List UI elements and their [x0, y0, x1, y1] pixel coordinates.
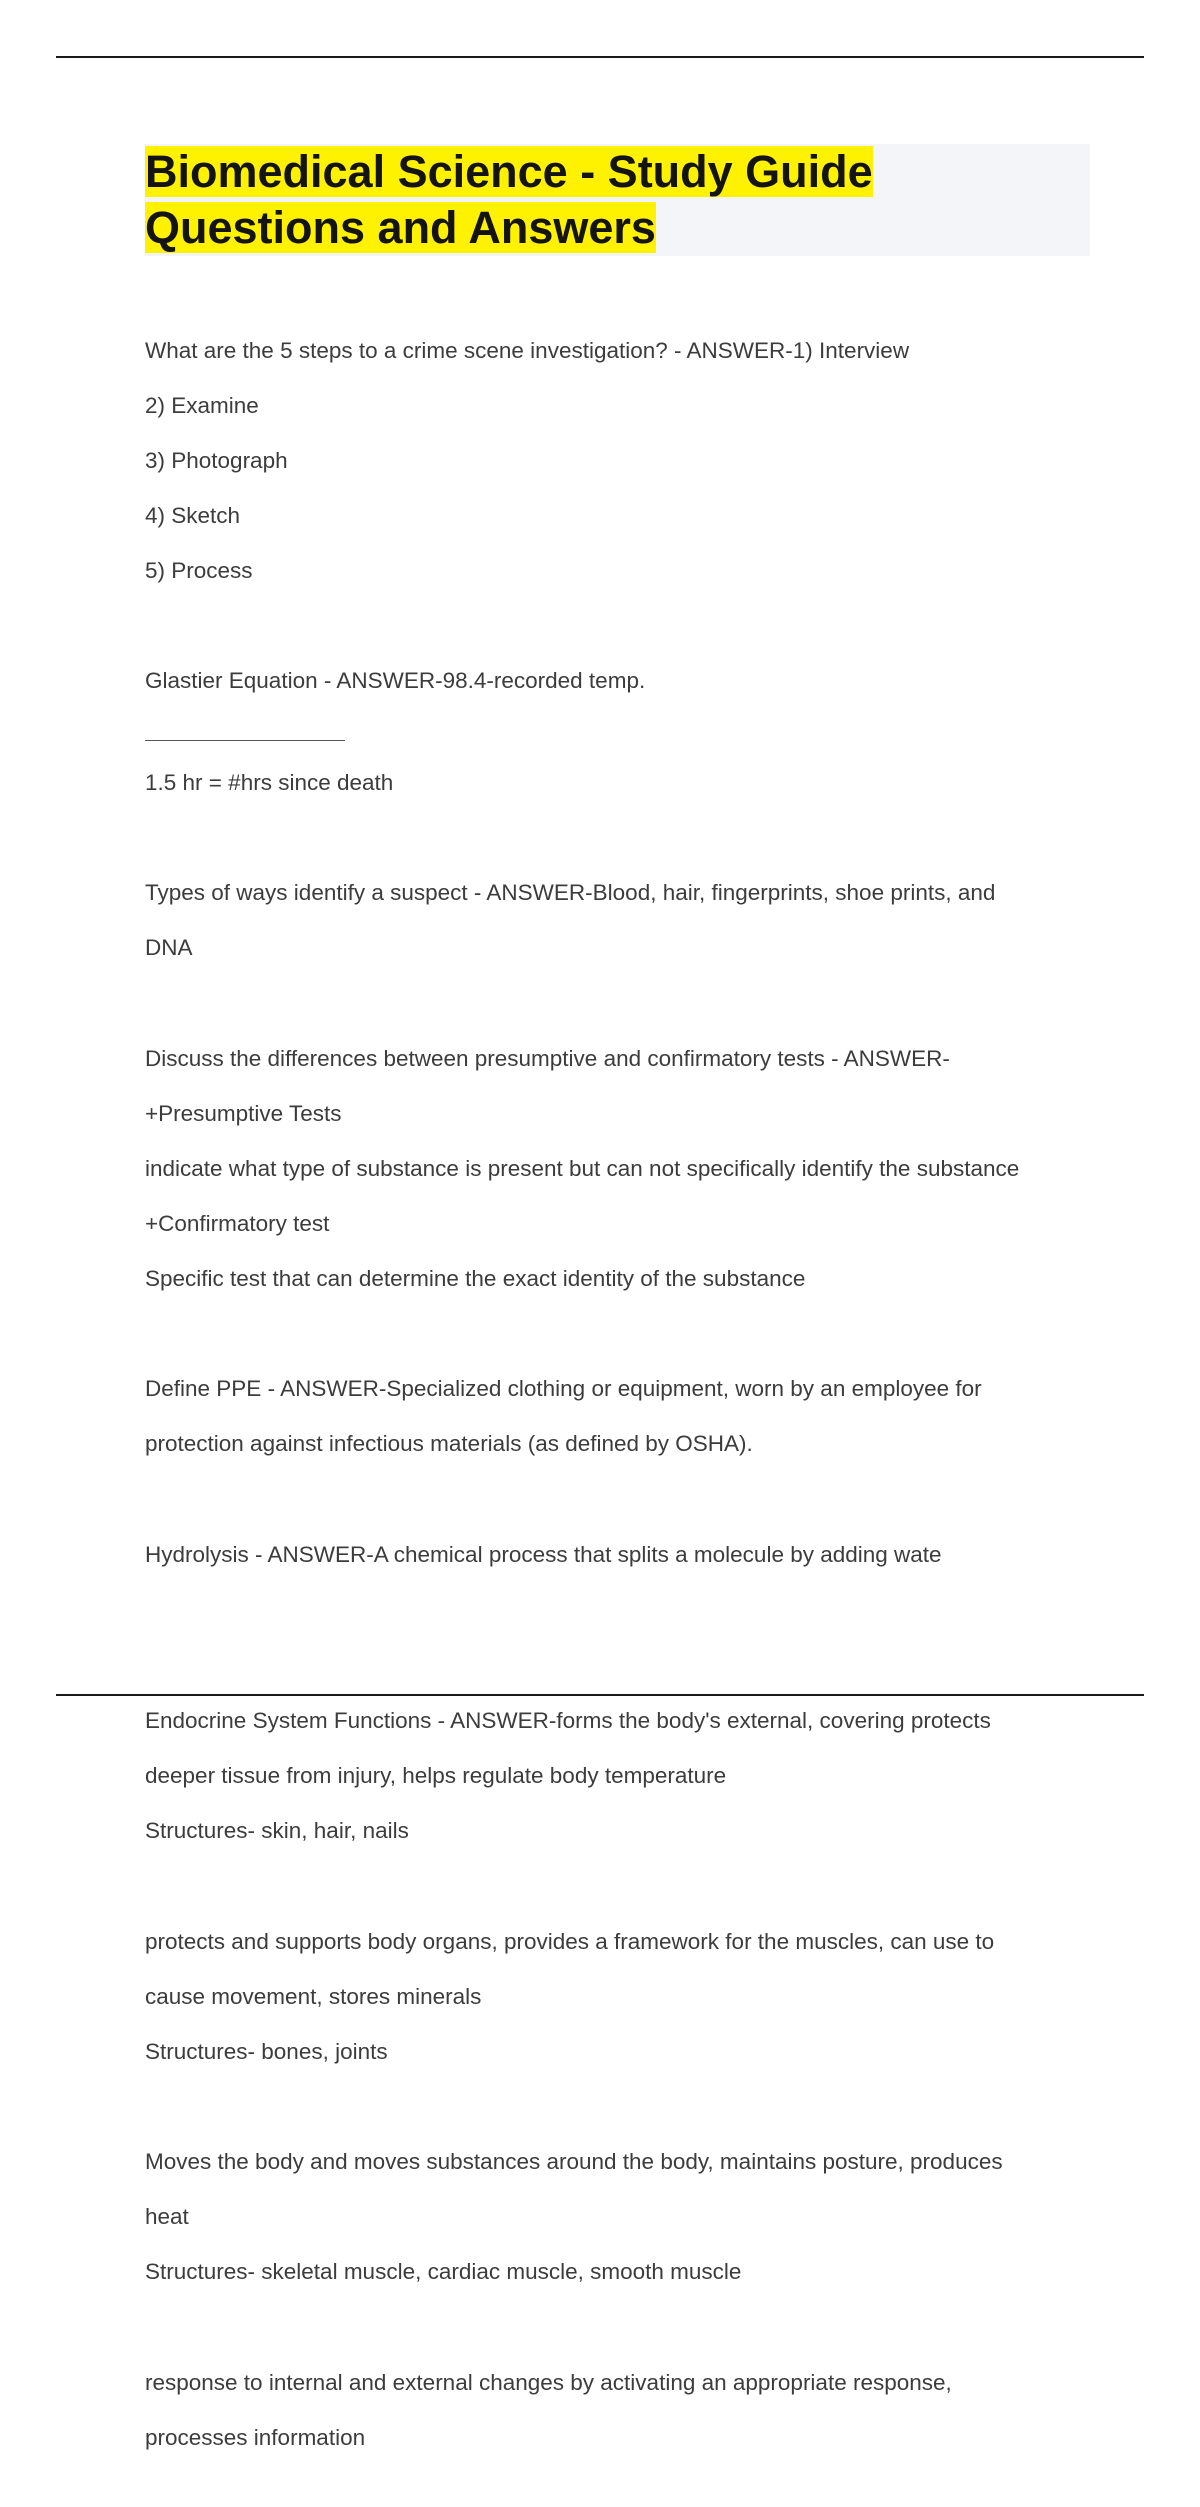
- qa-line: DNA: [145, 935, 193, 960]
- qa-line: +Presumptive Tests: [145, 1100, 342, 1126]
- qa-item-crime-scene-steps: [145, 309, 1090, 612]
- qa-line: Structures- skeletal muscle, cardiac muscle, smooth muscle: [145, 2259, 742, 2284]
- bottom-rule: [56, 1694, 1144, 1696]
- qa-item-nervous-functions: [145, 2341, 1090, 2479]
- title-block: [145, 144, 1090, 256]
- qa-line: Endocrine System Functions - ANSWER-forms the body's external, covering protects: [145, 1708, 991, 1733]
- qa-line: cause movement, stores minerals: [145, 1983, 482, 2009]
- qa-line: protects and supports body organs, provides a framework for the muscles, can use to: [145, 1928, 995, 1954]
- qa-line: protection against infectious materials (as defined by OSHA).: [145, 1431, 753, 1456]
- qa-line: 3) Photograph: [145, 447, 288, 473]
- qa-line: 2) Examine: [145, 392, 259, 418]
- qa-line: Hydrolysis - ANSWER-A chemical process that splits a molecule by adding wate: [145, 1541, 942, 1567]
- qa-list: [145, 309, 1090, 2479]
- qa-item-skeletal-functions: [145, 1900, 1090, 2093]
- qa-line: Discuss the differences between presumptive and confirmatory tests - ANSWER-: [145, 1045, 950, 1071]
- title-line-1: Biomedical Science - Study Guide: [145, 146, 873, 197]
- qa-line: indicate what type of substance is present but can not specifically identify the substance: [145, 1155, 1020, 1181]
- qa-line: Structures- bones, joints: [145, 2038, 388, 2064]
- title-line-2: Questions and Answers: [145, 202, 656, 253]
- blank-gap: [145, 1624, 1090, 1680]
- document-body: [145, 144, 1090, 2507]
- qa-line: deeper tissue from injury, helps regulate body temperature: [145, 1763, 727, 1788]
- qa-line: Define PPE - ANSWER-Specialized clothing or equipment, worn by an employee for: [145, 1376, 982, 1401]
- qa-line: 1.5 hr = #hrs since death: [145, 769, 394, 795]
- top-rule: [56, 56, 1144, 58]
- qa-line: What are the 5 steps to a crime scene investigation? - ANSWER-1) Interview: [145, 337, 910, 363]
- qa-line: Types of ways identify a suspect - ANSWER-Blood, hair, fingerprints, shoe prints, and: [145, 880, 996, 905]
- qa-line: 4) Sketch: [145, 502, 241, 528]
- qa-line: 5) Process: [145, 557, 253, 583]
- qa-line: Moves the body and moves substances around the body, maintains posture, produces: [145, 2149, 1003, 2174]
- qa-line: Structures- skin, hair, nails: [145, 1818, 409, 1843]
- qa-item-presumptive-confirmatory: [145, 1017, 1090, 1320]
- fraction-bar: [145, 740, 345, 741]
- qa-item-define-ppe: [145, 1348, 1090, 1486]
- qa-line: response to internal and external changes by activating an appropriate response,: [145, 2369, 952, 2395]
- qa-line: Specific test that can determine the exact identity of the substance: [145, 1265, 806, 1291]
- qa-item-muscular-functions: [145, 2121, 1090, 2314]
- qa-item-glastier-equation: [145, 640, 1090, 824]
- qa-line: Glastier Equation - ANSWER-98.4-recorded temp.: [145, 668, 646, 693]
- document-title: [145, 144, 1090, 256]
- qa-line: processes information: [145, 2424, 366, 2450]
- qa-line: +Confirmatory test: [145, 1210, 330, 1236]
- qa-item-identify-suspect: [145, 852, 1090, 990]
- qa-item-endocrine-functions: [145, 1680, 1090, 1873]
- qa-item-hydrolysis: [145, 1513, 1090, 1596]
- qa-line: heat: [145, 2204, 189, 2229]
